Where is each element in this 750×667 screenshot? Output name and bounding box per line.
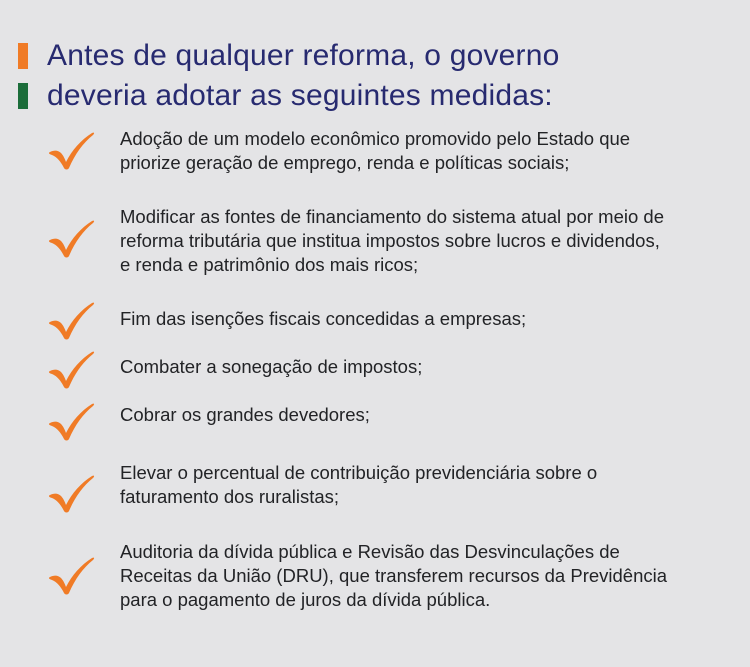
page-header [18, 36, 738, 116]
list-item-text [120, 127, 735, 175]
checkmark-icon [48, 350, 96, 390]
list-item-line: Modificar as fontes de financiamento do sistema atual por meio de [120, 206, 664, 227]
list-item-line: e renda e patrimônio dos mais ricos; [120, 254, 419, 275]
list-item-line: Cobrar os grandes devedores; [120, 404, 370, 425]
title-line-2 [18, 76, 738, 116]
list-item-text [120, 205, 735, 277]
checkmark-icon [48, 402, 96, 442]
list-item-line: Auditoria da dívida pública e Revisão das Desvinculações de [120, 541, 620, 562]
green-accent-bar [18, 83, 28, 109]
list-item-line: para o pagamento de juros da dívida pública. [120, 589, 491, 610]
list-item-text [120, 403, 735, 427]
list-item-text [120, 461, 735, 509]
list-item-line: faturamento dos ruralistas; [120, 486, 340, 507]
orange-accent-bar [18, 43, 28, 69]
list-item-line: Elevar o percentual de contribuição previdenciária sobre o [120, 462, 598, 483]
list-item-line: Combater a sonegação de impostos; [120, 356, 423, 377]
list-item-line: reforma tributária que institua impostos sobre lucros e dividendos, [120, 230, 660, 251]
checkmark-icon [48, 474, 96, 514]
list-item-text [120, 307, 735, 331]
page-title-line-1: Antes de qualquer reforma, o governo [47, 39, 560, 72]
list-item-line: Adoção de um modelo econômico promovido pelo Estado que [120, 128, 631, 149]
title-line-1 [18, 36, 738, 76]
checkmark-icon [48, 219, 96, 259]
checkmark-icon [48, 131, 96, 171]
list-item-line: Receitas da União (DRU), que transferem recursos da Previdência [120, 565, 668, 586]
page-title-line-2: deveria adotar as seguintes medidas: [47, 79, 553, 112]
checkmark-icon [48, 556, 96, 596]
list-item-line: Fim das isenções fiscais concedidas a empresas; [120, 308, 527, 329]
list-item-line: priorize geração de emprego, renda e políticas sociais; [120, 152, 570, 173]
list-item-text [120, 355, 735, 379]
checkmark-icon [48, 301, 96, 341]
list-item-text [120, 540, 735, 612]
